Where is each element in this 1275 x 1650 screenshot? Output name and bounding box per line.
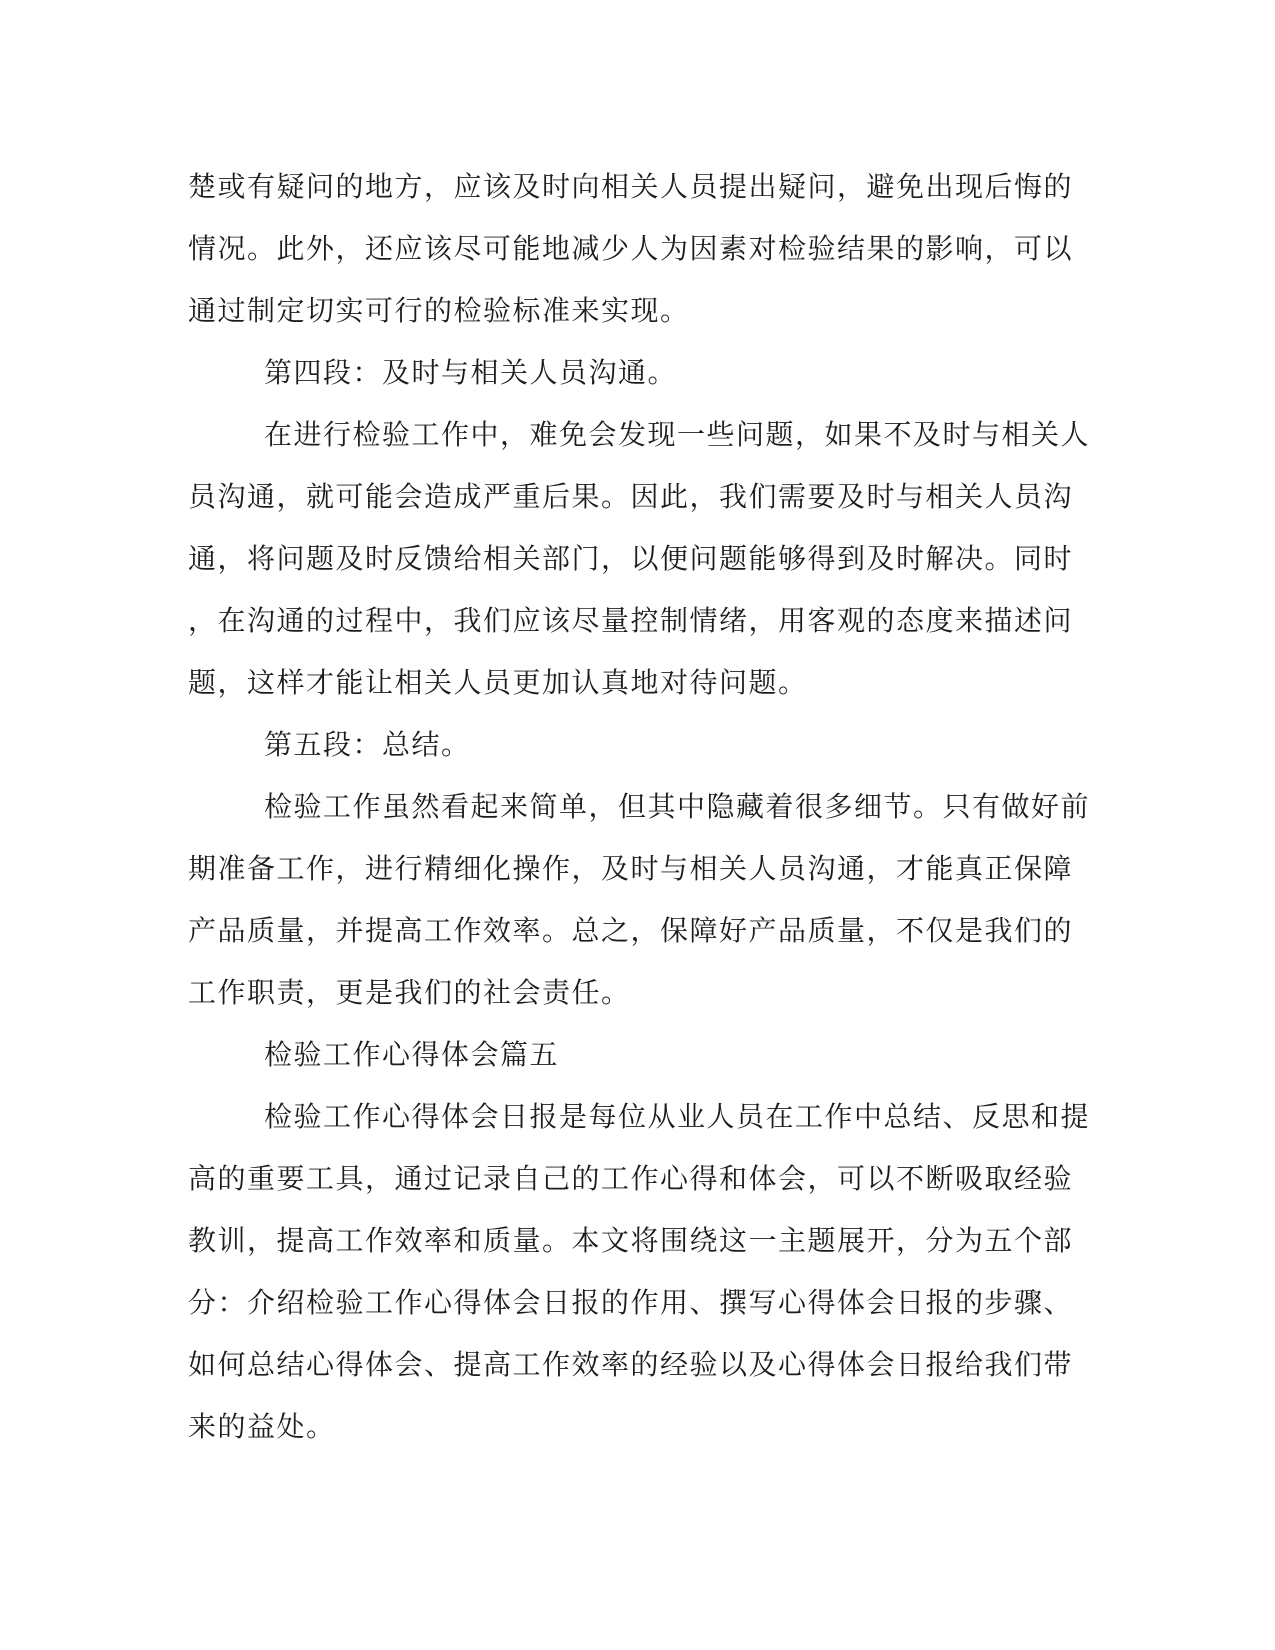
section-heading: 第五段：总结。 xyxy=(264,728,471,761)
paragraph-line: 来的益处。 xyxy=(188,1410,336,1443)
paragraph-line: 在进行检验工作中，难免会发现一些问题，如果不及时与相关人 xyxy=(264,418,1091,451)
paragraph-line: ，在沟通的过程中，我们应该尽量控制情绪，用客观的态度来描述问 xyxy=(188,604,1074,637)
paragraph-line: 分：介绍检验工作心得体会日报的作用、撰写心得体会日报的步骤、 xyxy=(188,1286,1074,1319)
paragraph-line: 教训，提高工作效率和质量。本文将围绕这一主题展开，分为五个部 xyxy=(188,1224,1074,1257)
paragraph-line: 期准备工作，进行精细化操作，及时与相关人员沟通，才能真正保障 xyxy=(188,852,1074,885)
paragraph-line: 楚或有疑问的地方，应该及时向相关人员提出疑问，避免出现后悔的 xyxy=(188,170,1074,203)
paragraph-line: 通过制定切实可行的检验标准来实现。 xyxy=(188,294,690,327)
paragraph-line: 检验工作虽然看起来简单，但其中隐藏着很多细节。只有做好前 xyxy=(264,790,1091,823)
paragraph-line: 员沟通，就可能会造成严重后果。因此，我们需要及时与相关人员沟 xyxy=(188,480,1074,513)
paragraph-line: 题，这样才能让相关人员更加认真地对待问题。 xyxy=(188,666,808,699)
paragraph-line: 高的重要工具，通过记录自己的工作心得和体会，可以不断吸取经验 xyxy=(188,1162,1074,1195)
section-heading: 第四段：及时与相关人员沟通。 xyxy=(264,356,678,389)
paragraph-line: 检验工作心得体会日报是每位从业人员在工作中总结、反思和提 xyxy=(264,1100,1091,1133)
document-body xyxy=(188,156,1091,1458)
section-heading: 检验工作心得体会篇五 xyxy=(264,1038,560,1071)
paragraph-line: 产品质量，并提高工作效率。总之，保障好产品质量，不仅是我们的 xyxy=(188,914,1074,947)
paragraph-line: 通，将问题及时反馈给相关部门，以便问题能够得到及时解决。同时 xyxy=(188,542,1074,575)
paragraph-line: 工作职责，更是我们的社会责任。 xyxy=(188,976,631,1009)
paragraph-line: 如何总结心得体会、提高工作效率的经验以及心得体会日报给我们带 xyxy=(188,1348,1074,1381)
paragraph-line: 情况。此外，还应该尽可能地减少人为因素对检验结果的影响，可以 xyxy=(188,232,1074,265)
